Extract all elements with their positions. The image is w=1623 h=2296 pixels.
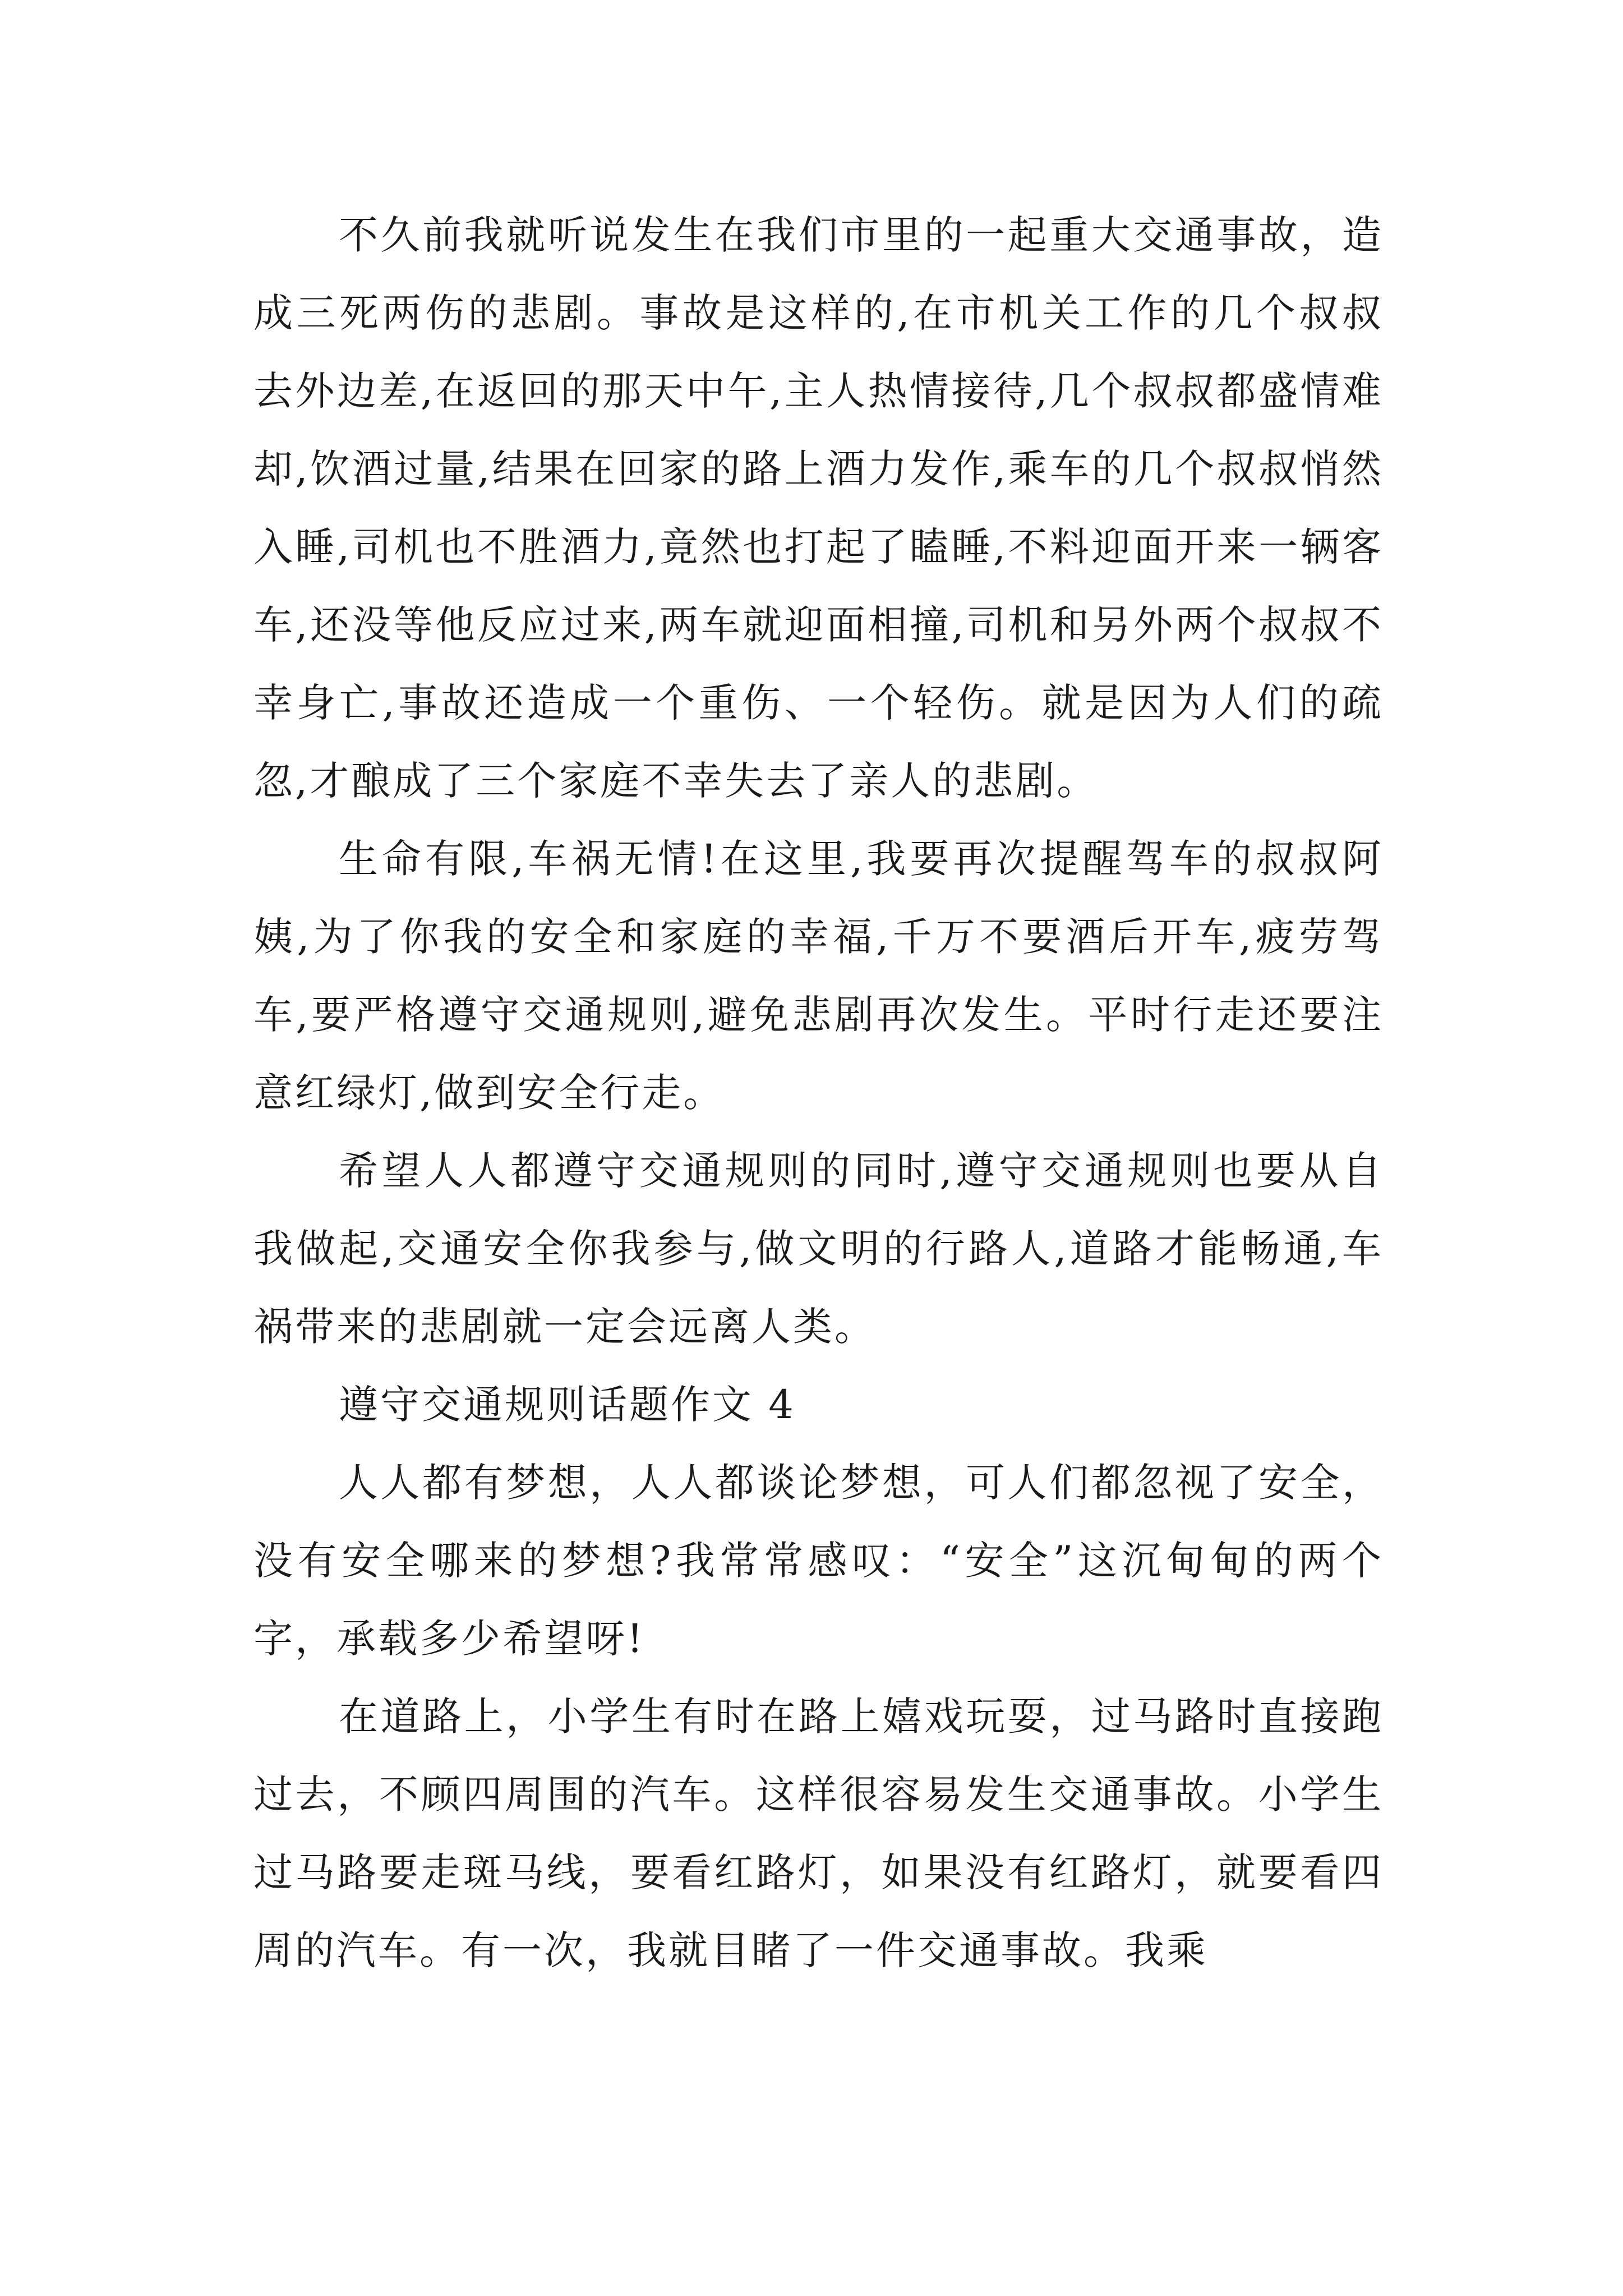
essay-heading: 遵守交通规则话题作文 4 (339, 1382, 796, 1428)
paragraph-hope: 希望人人都遵守交通规则的同时,遵守交通规则也要从自我做起,交通安全你我参与,做文明的行路人,道路才能畅通,车祸带来的悲剧就一定会远离人类。 (253, 1148, 1384, 1350)
paragraph-dreams: 人人都有梦想，人人都谈论梦想，可人们都忽视了安全，没有安全哪来的梦想?我常常感叹：“安全”这沉甸甸的两个字，承载多少希望呀! (253, 1460, 1384, 1662)
paragraph-accident: 不久前我就听说发生在我们市里的一起重大交通事故，造成三死两伤的悲剧。事故是这样的,在市机关工作的几个叔叔去外边差,在返回的那天中午,主人热情接待,几个叔叔都盛情难却,饮酒过量,结果在回家的路上酒力发作,乘车的几个叔叔悄然入睡,司机也不胜酒力,竟然也打起了瞌睡,不料迎面开来一辆客车,还没等他反应过来,两车就迎面相撞,司机和另外两个叔叔不幸身亡,事故还造成一个重伤、一个轻伤。就是因为人们的疏忽,才酿成了三个家庭不幸失去了亲人的悲剧。 (253, 212, 1384, 804)
document-body (253, 196, 1384, 1990)
paragraph-reminder: 生命有限,车祸无情!在这里,我要再次提醒驾车的叔叔阿姨,为了你我的安全和家庭的幸福,千万不要酒后开车,疲劳驾车,要严格遵守交通规则,避免悲剧再次发生。平时行走还要注意红绿灯,做到安全行走。 (253, 836, 1384, 1116)
paragraph-road: 在道路上，小学生有时在路上嬉戏玩耍，过马路时直接跑过去，不顾四周围的汽车。这样很容易发生交通事故。小学生过马路要走斑马线，要看红路灯，如果没有红路灯，就要看四周的汽车。有一次，我就目睹了一件交通事故。我乘 (253, 1694, 1384, 1973)
